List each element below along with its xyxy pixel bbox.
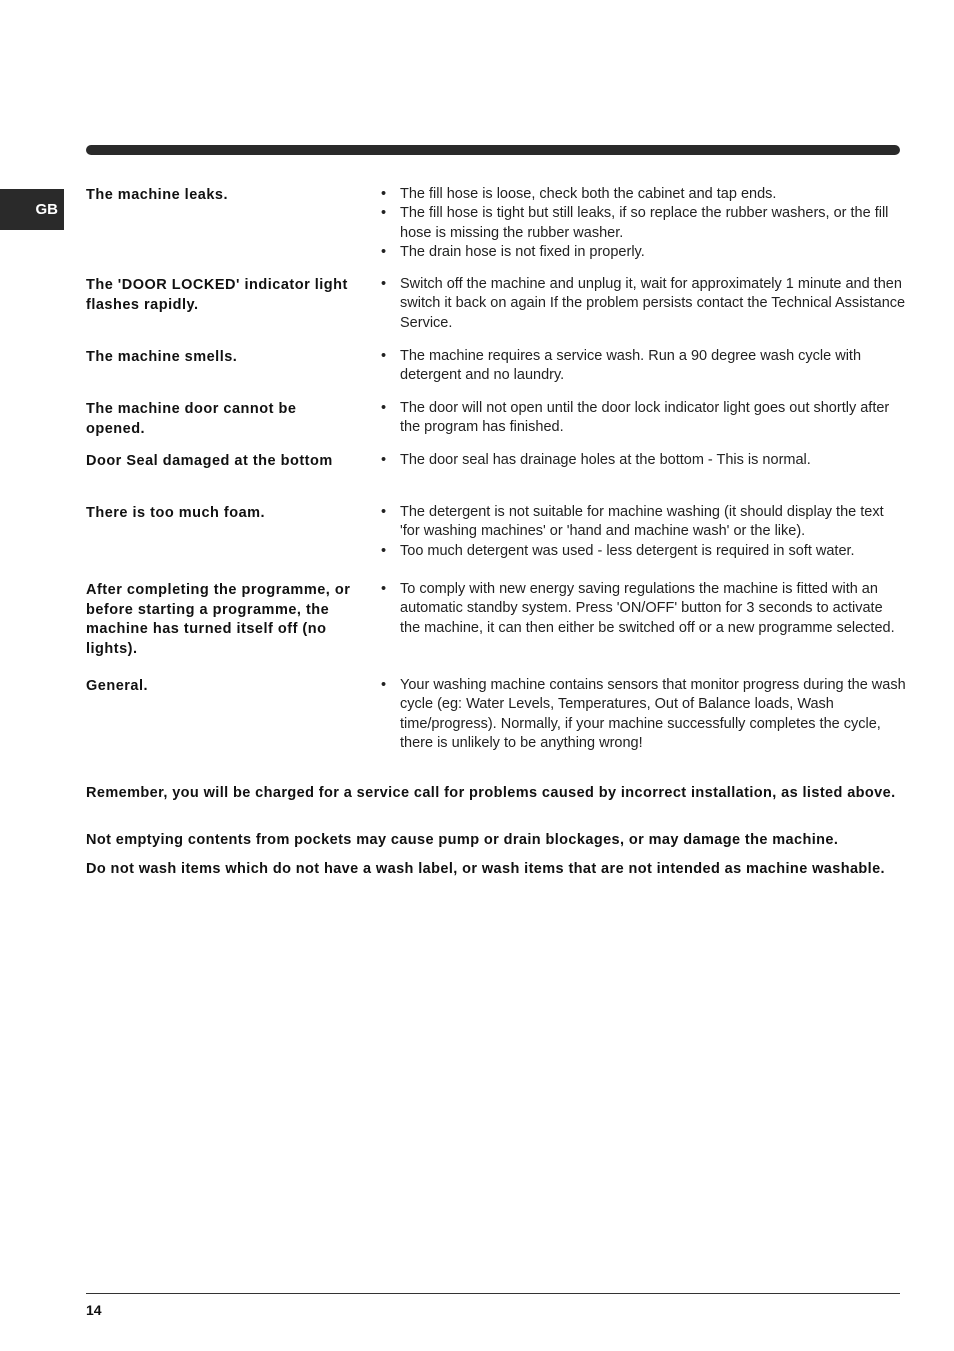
solution-item: • The door will not open until the door lock indicator light goes out shortly after the program has finished.: [381, 399, 906, 438]
solution-list: [381, 451, 906, 470]
solution-item: • The fill hose is loose, check both the cabinet and tap ends.: [381, 185, 906, 204]
solution-list: [381, 185, 906, 262]
solution-item: • The machine requires a service wash. Run a 90 degree wash cycle with detergent and no laundry.: [381, 347, 906, 386]
solution-item: • The door seal has drainage holes at the bottom - This is normal.: [381, 451, 906, 470]
solution-item: • To comply with new energy saving regulations the machine is fitted with an automatic standby system. Press 'ON/OFF' button for 3 seconds to activate the machine, it can then either be switched off or a new programme selected.: [381, 580, 906, 638]
solution-list: [381, 347, 906, 386]
solution-list: [381, 580, 906, 638]
solution-list: [381, 399, 906, 438]
solution-item: • The fill hose is tight but still leaks, if so replace the rubber washers, or the fill hose is missing the rubber washer.: [381, 204, 906, 243]
solution-item: • Your washing machine contains sensors that monitor progress during the wash cycle (eg: Water Levels, Temperatures, Out of Balance loads, Wash time/progress). Normally, if your machine successfully completes the cycle, there is unlikely to be anything wrong!: [381, 676, 906, 753]
problem-text: Door Seal damaged at the bottom: [86, 453, 333, 469]
problem-text: The machine door cannot be opened.: [86, 401, 297, 437]
warning-note: Remember, you will be charged for a service call for problems caused by incorrect installation, as listed above.: [86, 785, 896, 801]
problem-text: After completing the programme, or before starting a programme, the machine has turned itself off (no lights).: [86, 582, 351, 657]
language-tab: GB: [0, 189, 64, 230]
warning-note: Not emptying contents from pockets may cause pump or drain blockages, or may damage the machine.: [86, 832, 839, 848]
footer-rule: [86, 1293, 900, 1294]
problem-text: General.: [86, 678, 149, 694]
solution-item: • The detergent is not suitable for machine washing (it should display the text 'for washing machines' or 'hand and machine wash' or the like).: [381, 503, 906, 542]
solution-list: [381, 503, 906, 561]
warning-note: Do not wash items which do not have a wash label, or wash items that are not intended as machine washable.: [86, 861, 885, 877]
solution-item: • Too much detergent was used - less detergent is required in soft water.: [381, 542, 906, 561]
page-number: 14: [86, 1302, 102, 1318]
solution-list: [381, 275, 906, 333]
solution-list: [381, 676, 906, 753]
header-rule: [86, 145, 900, 155]
problem-text: The 'DOOR LOCKED' indicator light flashes rapidly.: [86, 277, 348, 313]
solution-item: • Switch off the machine and unplug it, wait for approximately 1 minute and then switch it back on again If the problem persists contact the Technical Assistance Service.: [381, 275, 906, 333]
problem-text: The machine smells.: [86, 349, 238, 365]
problem-text: There is too much foam.: [86, 505, 266, 521]
solution-item: • The drain hose is not fixed in properly.: [381, 243, 906, 262]
problem-text: The machine leaks.: [86, 187, 228, 203]
